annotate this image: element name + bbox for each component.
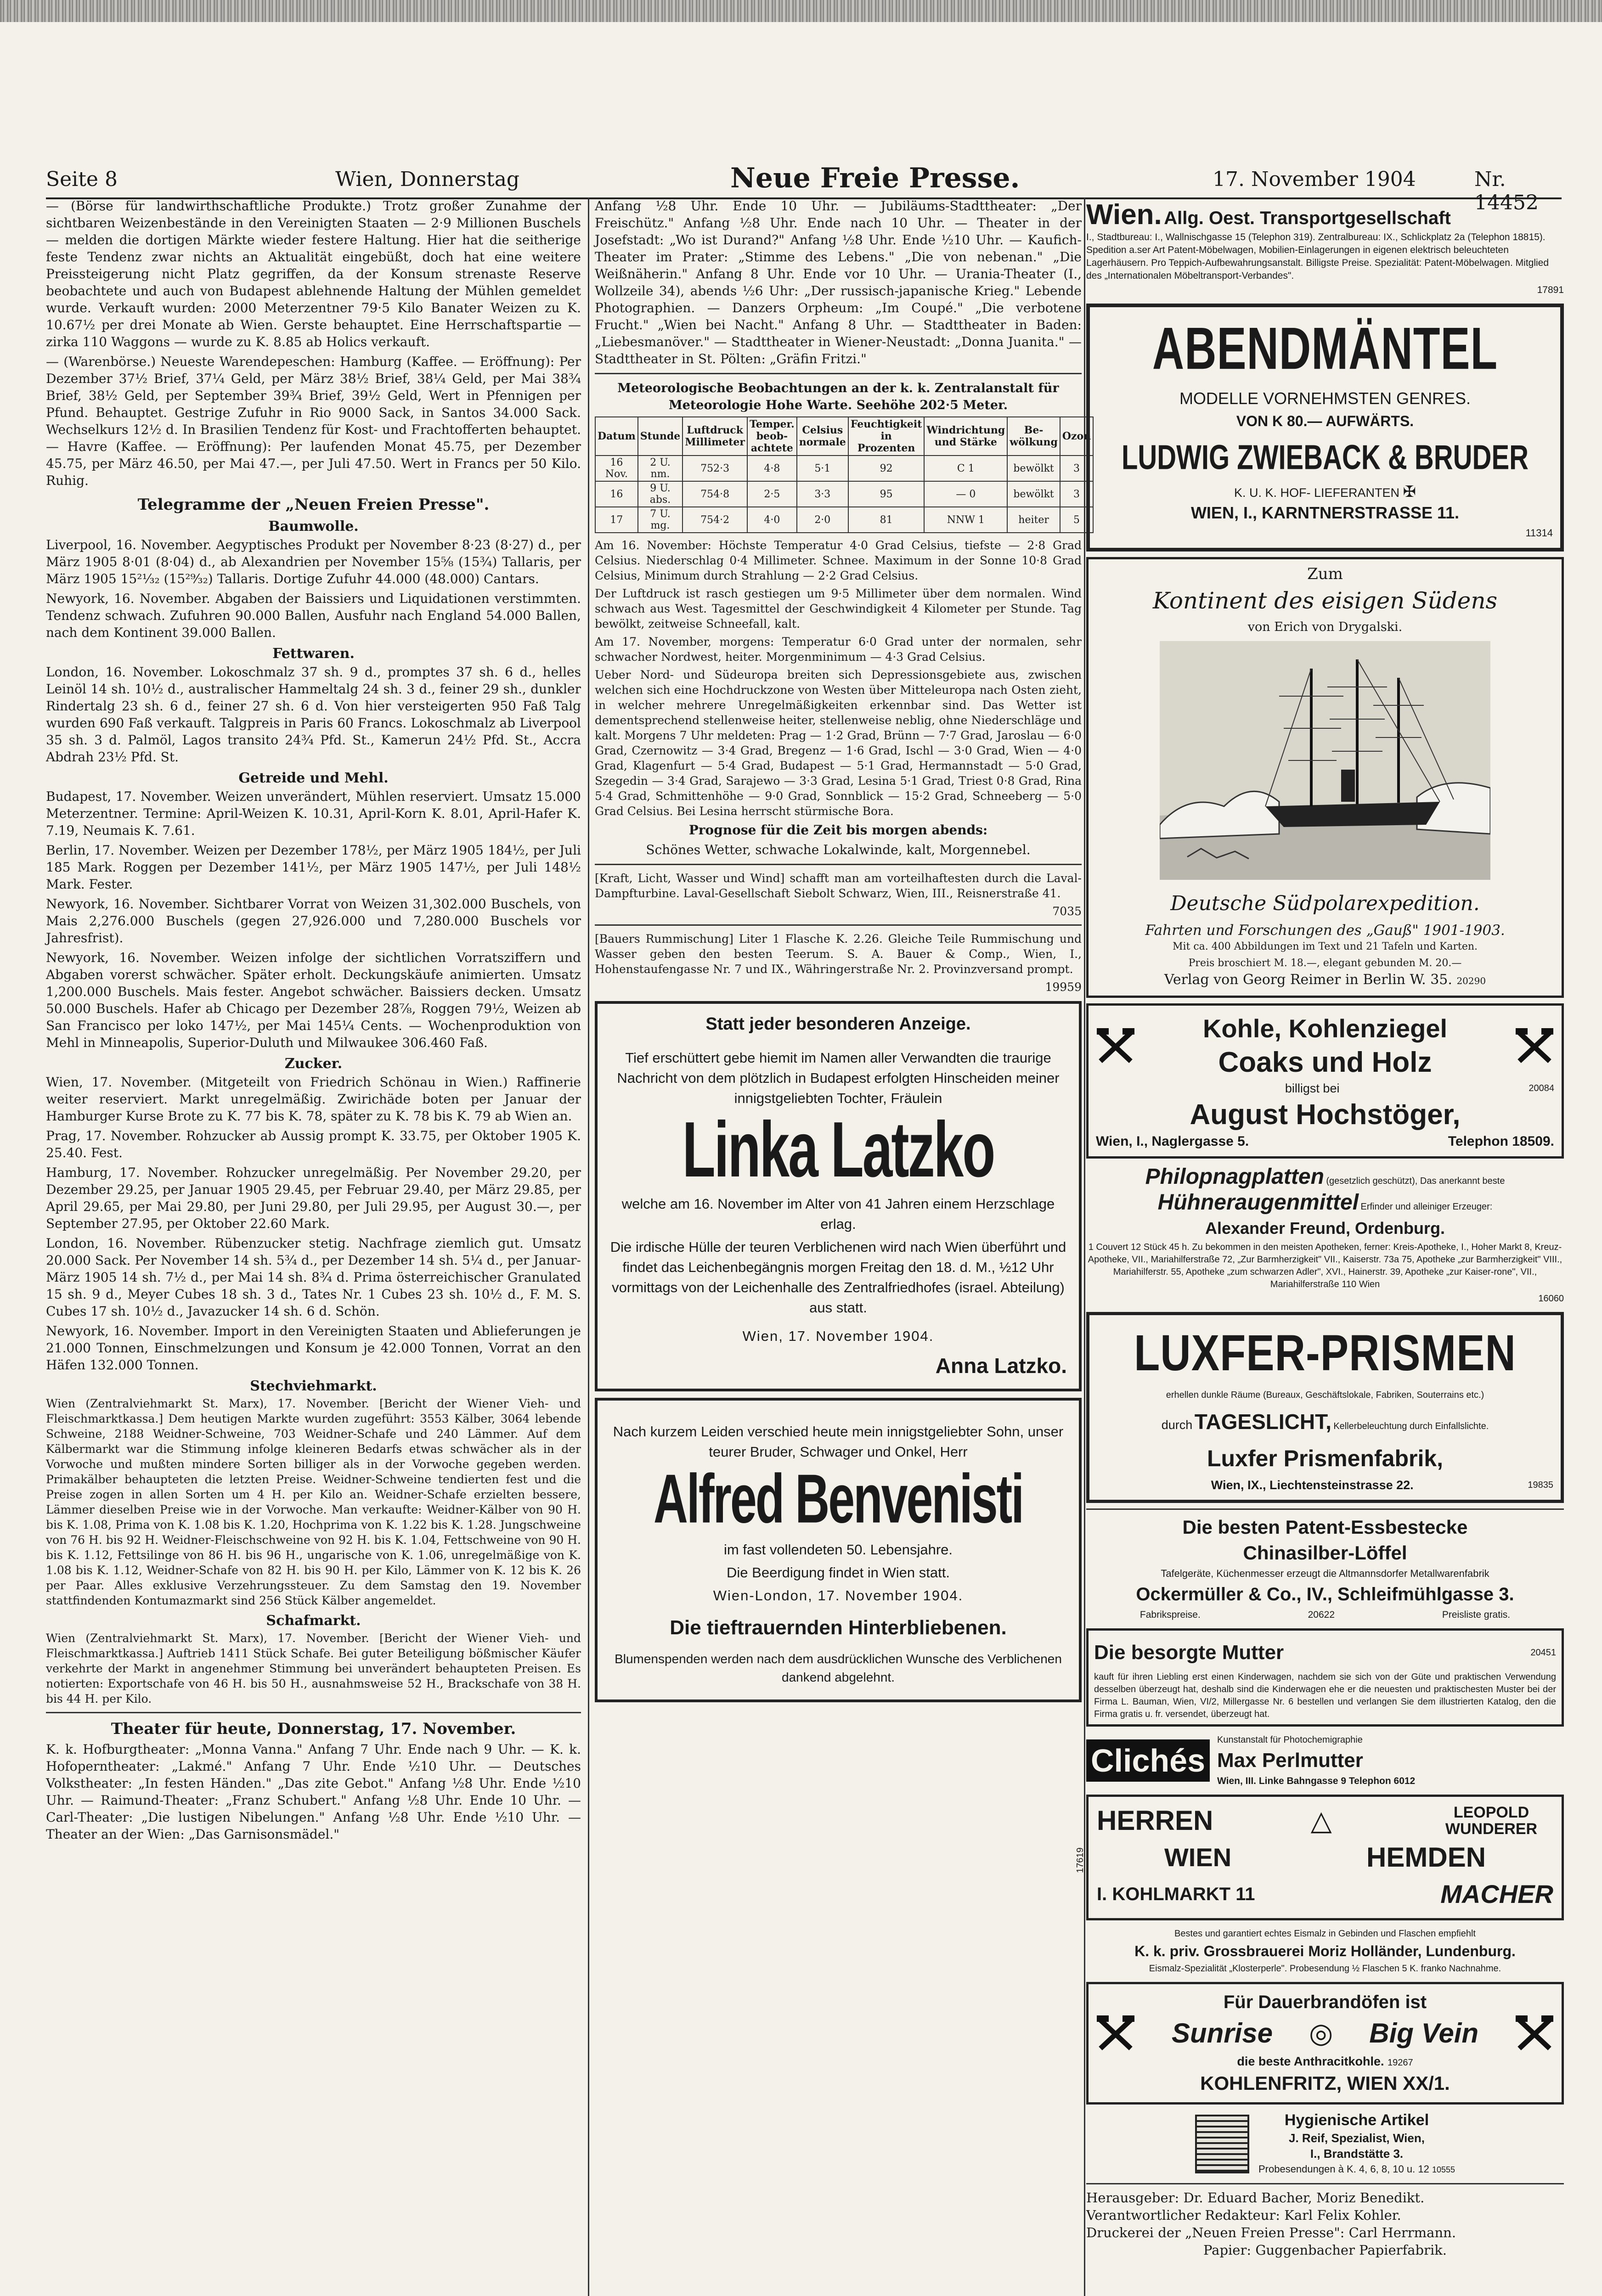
weather-cell: 754·2 [683,507,747,533]
ad-transport-city: Wien. [1086,199,1162,231]
ad-abendmaentel-price: VON K 80.— AUFWÄRTS. [1236,413,1414,429]
obituary-latzko-sign: Anna Latzko. [935,1354,1067,1378]
weather-heading: Meteorologische Beobachtungen an der k. k. Zentralanstalt für Meteorologie Hohe Warte. Seehöhe 202·5 Meter. [617,381,1059,412]
forecast-text: Schönes Wetter, schwache Lokalwinde, kalt, Morgennebel. [646,842,1031,857]
weather-cell: 3·3 [797,481,848,507]
weather-europe: Ueber Nord- und Südeuropa breiten sich Depressionsgebiete aus, zwischen welchen sich eine Hochdruckzone von Westen über Mitteleuropa nach Osten zieht, in welcher mehrere Unregelmäßigkeiten erkennbar sind. Das Wetter ist dementsprechend stellenweise heiter, stellenweise neblig, ohne Niederschläge und kalt. Morgens 7 Uhr meldeten: Prag — 1·2 Grad, Brünn — 7·7 Grad, Jaroslau — 6·0 Grad, Czernowitz — 3·4 Grad, Bregenz — 1·6 Grad, Ischl — 3·0 Grad, Wien — 4·0 Grad, Klagenfurt — 5·4 Grad, Budapest — 5·1 Grad, Hermannstadt — 5·0 Grad, Szegedin — 3·4 Grad, Sarajewo — 3·3 Grad, Lesina 5·1 Grad, Triest 0·8 Grad, Rina 5·4 Grad, Schmittenhöhe — 9·0 Grad, Sonnblick — 15·2 Grad, Schneeberg — 5·0 Grad Celsius. Bei Lesina herrscht stürmische Bora. [595,668,1082,818]
ad-luxfer-title: LUXFER-PRISMEN [1134,1325,1516,1382]
ad-cliches-t1: Kunstanstalt für Photochemigraphie [1217,1735,1363,1745]
grain-exchange-article: — (Börse für landwirthschaftliche Produkte.) Trotz großer Zunahme der sichtbaren Weizenbestände in den Vereinigten Staaten — 2·9 Millionen Buschels — melden die dortigen Märkte wieder festere Haltung. Hier hat die seitherige feste Tendenz zwar nichts an Aktualität eingebüßt, doch hat eine weitere Preissteigerung nicht Platz gegriffen, da der Konsum strenaste Reserve beobachtete und auch von Budapest ablehnende Haltung der Mühlen gemeldet wurde. Verkauft wurden: 2000 Meterzentner 79·5 Kilo Banater Weizen zu K. 10.67½ per drei Monate ab Wien. Gerste behauptet. Eine Herrschaftspartie — zirka 110 Waggons — wurde zu K. 8.85 ab Holics verkauft. [46,198,581,349]
weather-col-header: Stunde [638,417,683,456]
ad-laval-number: 7035 [1052,905,1082,918]
ad-book-t2: Kontinent des eisigen Südens [1152,587,1498,614]
ad-philopnag-t2: Hühneraugenmittel [1157,1190,1359,1215]
ad-wunderer-number: 17619 [1075,1847,1085,1873]
ad-ess-t4: Fabrikspreise. [1139,1609,1201,1620]
ad-abendmaentel-hof-text: K. U. K. HOF- LIEFERANTEN [1234,486,1400,500]
cotton-heading: Baumwolle. [268,518,359,535]
obituary-latzko-place: Wien, 17. November 1904. [742,1328,934,1344]
weather-cell: 95 [848,481,924,507]
impressum-printer: Druckerei der „Neuen Freien Presse": Carl Herrmann. [1086,2225,1456,2240]
obituary-benvenisti-place: Wien-London, 17. November 1904. [713,1587,964,1604]
ad-philopnag-t1: Philopnagplatten [1145,1165,1324,1189]
weather-col-header: Celsius normale [797,417,848,456]
issue-date: 17. November 1904 [1213,168,1416,191]
weather-pressure: Der Luftdruck ist rasch gestiegen um 9·5 Millimeter über dem normalen. Wind schwach aus West. Tagesmittel der Geschwindigkeit 4 Kilometer per Stunde. Tag bewölkt, zeitweise Schneefall, kalt. [595,587,1082,630]
weather-cell: heiter [1007,507,1060,533]
ad-mutter-text: kauft für ihren Liebling erst einen Kinderwagen, nachdem sie sich von der Güte und praktischen Verwendung desselben überzeugt hat, deshalb sind die Kinderwagen ehe er die neuesten und praktischesten Muster bei der Firma L. Bauman, Wien, VI/2, Millergasse Nr. 6 bestellen und verlangen Sie dem illustrierten Katalog, den die Firma gratis u. fr. versendet, überzeugt hat. [1094,1672,1556,1719]
ad-cliches [1086,1732,1564,1789]
ad-book-publisher [1096,972,1554,989]
hamburg-sugar-report: Hamburg, 17. November. Rohzucker unregelmäßig. Per November 29.20, per Dezember 29.25, per Januar 1905 29.45, per Februar 29.40, per März 29.85, per April 29.65, per Mai 29.80, per Juni 29.80, per Juli 29.95, per August 30.—, per September 27.95, per Oktober 22.60 Mark. [46,1165,581,1231]
weather-cell: 16 [595,481,638,507]
weather-row [595,456,1093,481]
impressum-paper: Papier: Guggenbacher Papierfabrik. [1203,2242,1447,2258]
ad-brauerei [1086,1926,1564,1976]
ad-abendmaentel-address: WIEN, I., KARNTNERSTRASSE 11. [1190,503,1460,522]
obituary-benvenisti-name: Alfred Benvenisti [653,1460,1023,1538]
ad-philopnag-t1b: (gesetzlich geschützt), Das anerkannt beste [1326,1176,1505,1186]
ad-kohle-t2: Coaks und Holz [1218,1047,1432,1078]
ad-philopnag-text: 1 Couvert 12 Stück 45 h. Zu bekommen in den meisten Apotheken, ferner: Kreis-Apotheke, I., Hoher Markt 8, Kreuz-Apotheke, VII., Mariahilferstraße 72, „Zur Barmherzigkeit" VII., Kaiserstr. 73a 75, Apotheke „zur Barmherzigkeit" VIII., Mariahilferstr. 55, Apotheke „zum schwarzen Adler", XVI., Hainerstr. 39, Apotheke „zur Kaiser-rone", VII., Mariahilferstraße 110 Wien [1088,1242,1563,1289]
ad-book-t1: Zum [1307,565,1343,583]
weather-cell: 7 U. mg. [638,507,683,533]
ad-luxfer-l2a: durch [1161,1418,1193,1432]
ad-abendmaentel-title: ABENDMÄNTEL [1152,315,1498,382]
weather-cell: 4·8 [747,456,797,481]
ad-ess-t5: Preisliste gratis. [1442,1609,1511,1620]
ad-luxfer-l2b: TAGESLICHT, [1194,1410,1331,1434]
ad-ess-t3: Tafelgeräte, Küchenmesser erzeugt die Altmannsdorfer Metallwarenfabrik [1161,1568,1489,1579]
weather-divider [595,373,1082,374]
weather-cell: 9 U. abs. [638,481,683,507]
ad-sunrise-a: Sunrise [1171,2018,1273,2048]
ad-book-t7: Preis broschiert M. 18.—, elegant gebunden M. 20.— [1188,957,1462,969]
obituary-latzko-text1: Tief erschüttert gebe hiemit im Namen aller Verwandten die traurige Nachricht von dem plötzlich in Budapest erfolgten Hinscheiden meiner innigstgeliebten Tochter, Fräulein [617,1050,1060,1106]
column-2 [595,197,1091,1709]
theater-listing-continued: Anfang ½8 Uhr. Ende 10 Uhr. — Jubiläums-Stadttheater: „Der Freischütz." Anfang ½8 Uhr. Ende nach 10 Uhr. — Theater in der Josefstadt: „Wo ist Durand?" Anfang ½8 Uhr. Ende ½10 Uhr. — Kaufich-Theater im Prater: „Stimme des Lebens." „Die von nebenan." „Die Weißnäherin." Anfang 8 Uhr. Ende vor 10 Uhr. — Urania-Theater (I., Wollzeile 34), abends ½6 Uhr: „Der russisch-japanische Krieg." Lebende Photographien. — Danzers Orpheum: „Im Coupé." „Die verbotene Frucht." „Wien bei Nacht." Anfang 8 Uhr. — Stadttheater in Baden: „Liebesmanöver." — Stadttheater in Wiener-Neustadt: „Donna Juanita." — Stadttheater in St. Pölten: „Gräfin Fritzi." [595,198,1082,366]
weather-cell: 17 [595,507,638,533]
ad-ess-t1: Die besten Patent-Essbestecke [1182,1516,1468,1538]
livestock-report: Wien (Zentralviehmarkt St. Marx), 17. November. [Bericht der Wiener Vieh- und Fleischmarktkassa.] Dem heutigen Markte wurden zugeführt: 3553 Kälber, 3064 lebende Schweine, 2188 Weidner-Schweine, 703 Weidner-Schafe und 240 Lämmer. Auf dem Kälbermarkt war die Stimmung infolge kleineren Bedarfs etwas schwächer als in der Vorwoche und mußten mindere Sorten billiger als in der Vorwoche gegeben werden. Primakälber behaupteten die letzten Preise. Weidner-Schweine tendierten fest und die Preise zogen in allen Sorten um 4 H. per Kilo an. Weidner-Schafe erzielten bessere, Lämmer dieselben Preise wie in der Vorwoche. Man verkaufte: Weidner-Kälber von 90 H. bis K. 1.08, Prima von K. 1.08 bis K. 1.20, Hochprima von K. 1.22 bis K. 1.28. Jungschweine von 76 H. bis 92 H. Weidner-Fleischschweine von 92 H. bis K. 1.04, Fettschweine von 90 H. bis K. 1.12, Fettsilinge von 86 H. bis 96 H., ungarische von K. 1.06, unregelmäßige von K. 1.08 bis K. 1.12, Weidner-Schafe von 82 H. bis 90 H. per Kilo, Lämmer von K. 12 bis K. 26 per Paar. Alles exklusive Verzehrungssteuer. Zu dem Samstag den 19. November stattfindenden Kontumazmarkt sind 256 Stück Kälber angemeldet. [46,1397,581,1607]
ad-philopnag-firm: Alexander Freund, Ordenburg. [1205,1219,1445,1238]
trademark-circle-icon: ◎ [1309,2018,1333,2048]
weather-col-header: Temper. beob-achtete [747,417,797,456]
ad-transport-number: 17891 [1537,285,1564,295]
ad-book-t8: Verlag von Georg Reimer in Berlin W. 35. [1164,972,1452,988]
ad-hyg-t2: J. Reif, Spezialist, Wien, [1289,2131,1425,2145]
newyork-cotton-report: Newyork, 16. November. Abgaben der Baissiers und Liquidationen verstimmten. Tendenz schwach. Zufuhren 90.000 Ballen, Ausfuhr nach England 54.000 Ballen, nach dem Kontinent 39.000 Ballen. [46,591,581,640]
weather-cell: 754·8 [683,481,747,507]
ad-kohle [1086,1003,1564,1159]
ad-philopnag-row2 [1086,1190,1564,1216]
ad-luxfer-footer [1097,1477,1553,1493]
crossed-hammers-icon [1096,1026,1135,1066]
obituary-benvenisti-text3: Die Beerdigung findet in Wien statt. [727,1564,950,1581]
weather-row [595,481,1093,507]
ad-kohle-phone: Telephon 18509. [1448,1134,1554,1149]
impressum-divider [1086,2183,1564,2184]
ad-abendmaentel-firm: LUDWIG ZWIEBACK & BRUDER [1121,438,1529,477]
commodity-exchange-article: — (Warenbörse.) Neueste Warendepeschen: Hamburg (Kaffee. — Eröffnung): Per Dezember 37½ Brief, 37¼ Geld, per März 38½ Brief, 38¼ Geld, per Mai 38¾ Brief, 38½ Geld, per September 39¾ Brief, 39½ Geld, Wert in Pfennigen per Pfund. Behauptet. Gestrige Zufuhr in Rio 9000 Sack, in Santos 34.000 Sack. Wechselkurs 12½ d. In Brasilien Tendenz für Kost- und Frachtofferten behauptet. — Havre (Kaffee. — Eröffnung): Per laufenden Monat 45.75, per Dezember 45.75, per März 46.50, per Mai 47.—, per Juli 47.50. Wert in Francs per 50 Kilo. Ruhig. [46,354,581,488]
prague-sugar-report: Prag, 17. November. Rohzucker ab Aussig prompt K. 33.75, per Oktober 1905 K. 25.40. Fest. [46,1128,581,1160]
sugar-heading: Zucker. [284,1056,343,1072]
ad-brauerei-l2: Eismalz-Spezialität „Klosterperle". Probesendung ½ Flaschen 5 K. franko Nachnahme. [1149,1964,1501,1974]
ad-philopnag-t2b: Erfinder und alleiniger Erzeuger: [1360,1202,1493,1212]
theater-heading: Theater für heute, Donnerstag, 17. November. [111,1720,516,1738]
ad-sunrise-t3: KOHLENFRITZ, WIEN XX/1. [1200,2072,1450,2094]
weather-cell: NNW 1 [924,507,1007,533]
weather-col-header: Feuchtigkeit in Prozenten [848,417,924,456]
ad-hyg-t1: Hygienische Artikel [1284,2111,1429,2129]
theater-divider [46,1712,581,1713]
crossed-hammers-icon [1096,2014,1135,2053]
ad-wunderer-l5: I. KOHLMARKT 11 [1097,1884,1255,1904]
ad-brauerei-l1: K. k. priv. Grossbrauerei Moriz Holländer, Lundenburg. [1134,1943,1516,1959]
obituary-latzko-text3: Die irdische Hülle der teuren Verblichenen wird nach Wien überführt und findet das Leichenbegängnis morgen Freitag den 18. d. M., ½12 Uhr vormittags von der Leichenhalle des Zentralfriedhofes (israel. Abteilung) aus statt. [610,1239,1066,1316]
telegrams-heading: Telegramme der „Neuen Freien Presse". [137,495,490,514]
ad-philopnag-row1 [1086,1164,1564,1190]
weather-cell: 92 [848,456,924,481]
ad-abendmaentel-number: 11314 [1525,527,1553,539]
ad-abendmaentel-sub: MODELLE VORNEHMSTEN GENRES. [1179,389,1471,408]
ad-bauer-number: 19959 [1045,980,1082,994]
obituary-benvenisti-footer: Blumenspenden werden nach dem ausdrücklichen Wunsche des Verblichenen dankend abgelehnt. [615,1652,1062,1684]
ad-book-drygalski [1086,557,1564,998]
ad-luxfer-row [1097,1403,1553,1440]
ad-book-t6: Mit ca. 400 Abbildungen im Text und 21 Tafeln und Karten. [1172,941,1478,952]
livestock-heading: Stechviehmarkt. [250,1378,377,1394]
obituary-benvenisti [595,1398,1082,1702]
ad-besorgte-mutter [1086,1628,1564,1727]
ad-wunderer-l4: HEMDEN [1366,1842,1486,1873]
obituary-benvenisti-text1: Nach kurzem Leiden verschied heute mein innigstgeliebter Sohn, unser teurer Bruder, Schwager und Onkel, Herr [613,1424,1064,1460]
vienna-sugar-report: Wien, 17. November. (Mitgeteilt von Friedrich Schönau in Wien.) Raffinerie weiter reserviert. Markt unregelmäßig. Zwirichäde boten per Januar der Hamburger Kurse Brote zu K. 77 bis K. 78, später zu K. 78 bis K. 79 ab Wien an. [46,1075,581,1124]
ad-ess-number: 20622 [1308,1609,1335,1620]
ad-abendmaentel [1086,304,1564,551]
london-fats-report: London, 16. November. Lokoschmalz 37 sh. 9 d., promptes 37 sh. 6 d., helles Leinöl 14 sh. 10½ d., australischer Hammeltalg 24 sh. 3 d., feiner 29 sh., dunkler Rindertalg 23 sh. 6 d., feiner 27 sh. 6 d. Von hier versteigerten 950 Faß Talg wurden 690 Faß verkauft. Talgpreis in Paris 60 Francs. Lokoschmalz ab Liverpool 35 sh. 3 d. Palmöl, Lagos transito 24¾ Pfd. St., Kamerun 24½ Pfd. St., Accra Abdrah 23½ Pfd. St. [46,664,581,765]
sheep-heading: Schafmarkt. [266,1613,361,1629]
ad-kohle-firm: August Hochstöger, [1190,1099,1461,1131]
scan-edge [0,0,1602,22]
weather-cell: 2·5 [747,481,797,507]
ad-sunrise-t1: Für Dauerbrandöfen ist [1223,1992,1427,2012]
weather-cell: bewölkt [1007,481,1060,507]
column-rule-1 [588,197,589,2296]
ad-kohle-footer [1096,1133,1554,1150]
ad-kohle-t3: billigst bei [1285,1081,1340,1095]
ad-hyg-t4: Probesendungen à K. 4, 6, 8, 10 u. 12 [1258,2163,1429,2175]
page-number: Seite 8 [46,168,118,191]
berlin-report: Berlin, 17. November. Weizen per Dezember 178½, per März 1905 184½, per Juli 185 Mark. Roggen per Dezember 141½, per März 1905 147½, per Juli 148½ Mark. Fester. [46,843,581,892]
budapest-report: Budapest, 17. November. Weizen unverändert, Mühlen reserviert. Umsatz 15.000 Meterzentner. Termine: April-Weizen K. 10.31, April-Korn K. 8.01, April-Hafer K. 7.19, Neumais K. 7.61. [46,789,581,838]
impressum [1086,2190,1564,2258]
ad-kohle-address: Wien, I., Naglergasse 5. [1096,1134,1249,1149]
ad-luxfer-number: 19835 [1528,1480,1553,1490]
polar-ship-icon [1160,641,1490,880]
weather-obs-16: Am 16. November: Höchste Temperatur 4·0 Grad Celsius, tiefste — 2·8 Grad Celsius. Niederschlag 0·4 Millimeter. Schnee. Maximum in der Sonne 10·8 Grad Celsius, Minimum durch Strahlung — 2·2 Grad Celsius. [595,539,1082,582]
impressum-publishers: Herausgeber: Dr. Eduard Bacher, Moriz Benedikt. [1086,2190,1425,2206]
newyork-wheat-report: Newyork, 16. November. Weizen infolge der sichtlichen Vorratsziffern und Abgaben vorerst schwächer. Später erholt. Deckungskäufe animierten. Umsatz 1,200.000 Buschels. Mais fester. Angebot schwächer. Baissiers decken. Umsatz 50.000 Buschels. Hafer ab Chicago per Dezember 28⅞, Roggen 79½, Weizen ab San Francisco per loko 147½, per Mai 145¼ Cents. — Wochenproduktion von Mehl in Minneapolis, Superior-Duluth und Milwaukee 306.460 Faß. [46,950,581,1050]
ad-sunrise [1086,1982,1564,2105]
ad-transport [1086,199,1564,298]
obituary-latzko-text2: welche am 16. November im Alter von 41 Jahren einem Herzschlage erlag. [621,1196,1055,1232]
weather-cell: 81 [848,507,924,533]
weather-col-header: Ozon [1060,417,1093,456]
eye-triangle-icon: △ [1310,1805,1332,1836]
ad-book-t5: Fahrten und Forschungen des „Gauß" 1901-1903. [1145,922,1505,939]
ad-ess-t2: Chinasilber-Löffel [1243,1542,1407,1564]
ad-cliches-title: Clichés [1086,1739,1210,1782]
ad-kohle-row [1096,1080,1554,1097]
shop-emblem-icon [1195,2115,1249,2173]
obituary-latzko-name: Linka Latzko [682,1106,994,1194]
ad-mutter-number: 20451 [1530,1648,1556,1658]
place-day: Wien, Donnerstag [335,168,520,191]
theater-listing: K. k. Hofburgtheater: „Monna Vanna." Anfang 7 Uhr. Ende nach 9 Uhr. — K. k. Hofoperntheater: „Lakmé." Anfang 7 Uhr. Ende ½10 Uhr. — Deutsches Volkstheater: „In festen Händen." „Das zite Gebot." Anfang ½8 Uhr. Ende ½10 Uhr. — Raimund-Theater: „Franz Schubert." Anfang ½8 Uhr. Ende 10 Uhr. — Carl-Theater: „Die lustigen Nibelungen." Anfang ½8 Uhr. Ende ½10 Uhr. — Theater an der Wien: „Das Garnisonsmädel." [46,1742,581,1842]
weather-cell: 2·0 [797,507,848,533]
ads-divider [595,864,1082,865]
crossed-hammers-icon [1515,2014,1554,2053]
weather-table [595,416,1094,533]
obituary-latzko [595,1001,1082,1391]
ad-philopnag-number: 16060 [1538,1294,1564,1304]
weather-cell: 2 U. nm. [638,456,683,481]
ad-transport-title: Allg. Oest. Transportgesellschaft [1164,208,1451,228]
newyork-sugar-report: Newyork, 16. November. Import in den Vereinigten Staaten und Ablieferungen je 21.000 Tonnen, Einschmelzungen und Konsum je 42.000 Tonnen, Vorrat an den Häfen 132.000 Tonnen. [46,1323,581,1373]
weather-cell: 16 Nov. [595,456,638,481]
ad-wunderer-l1: HERREN [1097,1805,1213,1836]
liverpool-report: Liverpool, 16. November. Aegyptisches Produkt per November 8·23 (8·27) d., per März 1905 8·01 (8·04) d., ab Alexandrien per November 15⅝ (15¾) Tallaris, per März 1905 15²¹⁄₃₂ (15²⁹⁄₃₂) Tallaris. Dortige Zufuhr 44.000 (48.000) Cantars. [46,537,581,586]
ad-cliches-firm: Max Perlmutter [1217,1749,1363,1772]
ad-luxfer-l1: erhellen dunkle Räume (Bureaux, Geschäftslokale, Fabriken, Souterrains etc.) [1166,1390,1484,1400]
ad-sunrise-t2: die beste Anthracitkohle. [1237,2054,1384,2068]
ad-essbestecke [1086,1508,1564,1623]
ad-wunderer-l3: WIEN [1164,1843,1232,1872]
ad-luxfer [1086,1312,1564,1503]
sheep-report: Wien (Zentralviehmarkt St. Marx), 17. November. [Bericht der Wiener Vieh- und Fleischmarktkassa.] Auftrieb 1411 Stück Schafe. Bei guter Beteiligung bößmischer Käufer verkehrte der Markt in angenehmer Stimmung bei unverändert behaupteten Preisen. Es notierten: Exportschafe von 46 H. bis 50 H., ausnahmsweise 52 H., Brackschafe von 38 H. bis 44 H. per Kilo. [46,1632,581,1705]
weather-cell: 5·1 [797,456,848,481]
weather-cell: — 0 [924,481,1007,507]
column-1 [46,197,581,1846]
ad-ess-firm: Ockermüller & Co., IV., Schleifmühlgasse 3. [1136,1584,1514,1604]
weather-row [595,507,1093,533]
masthead: Neue Freie Presse. [730,162,1020,194]
ad-sunrise-number: 19267 [1387,2058,1413,2068]
weather-obs-17: Am 17. November, morgens: Temperatur 6·0 Grad unter der normalen, sehr schwacher Nordwest, heiter. Morgenminimum — 4·3 Grad Celsius. [595,635,1082,664]
ad-cliches-phone: Telephon 6012 [1348,1776,1416,1786]
grain-heading: Getreide und Mehl. [238,770,389,786]
weather-col-header: Windrichtung und Stärke [924,417,1007,456]
ad-philopnag [1086,1164,1564,1306]
weather-cell: 4·0 [747,507,797,533]
obituary-benvenisti-text2: im fast vollendeten 50. Lebensjahre. [723,1542,953,1558]
ad-luxfer-address: Wien, IX., Liechtensteinstrasse 22. [1211,1478,1414,1492]
impressum-editor: Verantwortlicher Redakteur: Karl Felix Kohler. [1086,2207,1401,2223]
weather-cell: 752·3 [683,456,747,481]
newyork-wheat-stock: Newyork, 16. November. Sichtbarer Vorrat von Weizen 31,302.000 Buschels, von Mais 2,276.000 Buschels (gegen 27,926.000 und 7,280.000 Buschels vor Jahresfrist). [46,896,581,945]
ad-hyg-number: 10555 [1432,2165,1455,2174]
issue-number: Nr. 14452 [1474,168,1539,214]
weather-cell: 3 [1060,481,1093,507]
ad-sunrise-b: Big Vein [1369,2018,1479,2048]
ad-cliches-address: Wien, III. Linke Bahngasse 9 [1217,1776,1347,1786]
ad-book-number: 20290 [1456,975,1486,986]
ad-wunderer-l6: MACHER [1440,1880,1553,1908]
weather-cell: C 1 [924,456,1007,481]
page-header [46,158,1562,214]
ad-kohle-t1: Kohle, Kohlenziegel [1202,1014,1448,1043]
ad-ess-footer [1086,1607,1564,1623]
london-sugar-report: London, 16. November. Rübenzucker stetig. Nachfrage ziemlich gut. Umsatz 20.000 Sack. Per November 14 sh. 5¾ d., per Dezember 14 sh. 5¼ d., per Januar-März 1905 14 sh. 7½ d., per Mai 14 sh. 8¾ d. Prima österreichischer Granulated 15 sh. 9 d., Meyer Cubes 18 sh. 3 d., Tates Nr. 1 Cubes 23 sh. 10½ d., F. M. S. Cubes 17 sh. 10½ d., Javazucker 14 sh. 6 d. Schön. [46,1236,581,1319]
ad-wunderer-l2: LEOPOLD WUNDERER [1445,1804,1538,1838]
ad-abendmaentel-hof [1097,484,1553,501]
weather-cell: 3 [1060,456,1093,481]
weather-col-header: Be-wölkung [1007,417,1060,456]
ad-laval-turbine: [Kraft, Licht, Wasser und Wind] schafft man am vorteilhaftesten durch die Laval-Dampfturbine. Laval-Gesellschaft Siebolt Schwarz, Wien, III., Reisnerstraße 41. [595,872,1082,900]
ad-divider [595,924,1082,926]
ad-bauer-rum: [Bauers Rummischung] Liter 1 Flasche K. 2.26. Gleiche Teile Rummischung und Wasser geben den besten Teerum. S. A. Bauer & Comp., Wien, I., Hohenstaufengasse Nr. 7 und IX., Währingerstraße Nr. 2. Provinzversand prompt. [595,932,1082,976]
ad-book-t4: Deutsche Südpolarexpedition. [1170,892,1480,915]
weather-cell: 5 [1060,507,1093,533]
ad-luxfer-firm: Luxfer Prismenfabrik, [1207,1446,1444,1471]
eagle-crest-icon: ✠ [1403,483,1416,501]
crossed-hammers-icon [1515,1026,1554,1066]
ad-kohle-number: 20084 [1529,1083,1554,1093]
ad-wunderer [1075,1795,1564,1920]
weather-col-header: Luftdruck Millimeter [683,417,747,456]
forecast-heading: Prognose für die Zeit bis morgen abends: [688,822,988,838]
ad-luxfer-l2c: Kellerbeleuchtung durch Einfallslichte. [1333,1421,1489,1431]
fats-heading: Fettwaren. [272,646,355,662]
obituary-benvenisti-sign: Die tieftrauernden Hinterbliebenen. [670,1616,1007,1639]
ad-transport-text: I., Stadtbureau: I., Wallnischgasse 15 (Telephon 319). Zentralbureau: IX., Schlickplatz 2a (Telephon 18815). Spedition a.ser Art Patent-Möbelwagen, Mobilien-Einlagerungen in eigenen elektrisch beleuchteten Lagerhäusern. Pro Teppich-Aufbewahrungsanstalt. Billigste Preise. Spezialität: Patent-Möbelwagen. Mitglied des „Internationalen Möbeltransport-Verbandes". [1086,232,1549,281]
weather-cell: bewölkt [1007,456,1060,481]
ad-book-t3: von Erich von Drygalski. [1247,620,1403,634]
obituary-latzko-heading: Statt jeder besonderen Anzeige. [705,1014,971,1034]
ad-mutter-title: Die besorgte Mutter [1094,1641,1284,1664]
ad-hyg-t3: I., Brandstätte 3. [1310,2147,1404,2161]
weather-col-header: Datum [595,417,638,456]
ad-brauerei-l0: Bestes und garantiert echtes Eismalz in Gebinden und Flaschen empfiehlt [1174,1929,1476,1939]
ad-hygienische [1086,2110,1564,2178]
